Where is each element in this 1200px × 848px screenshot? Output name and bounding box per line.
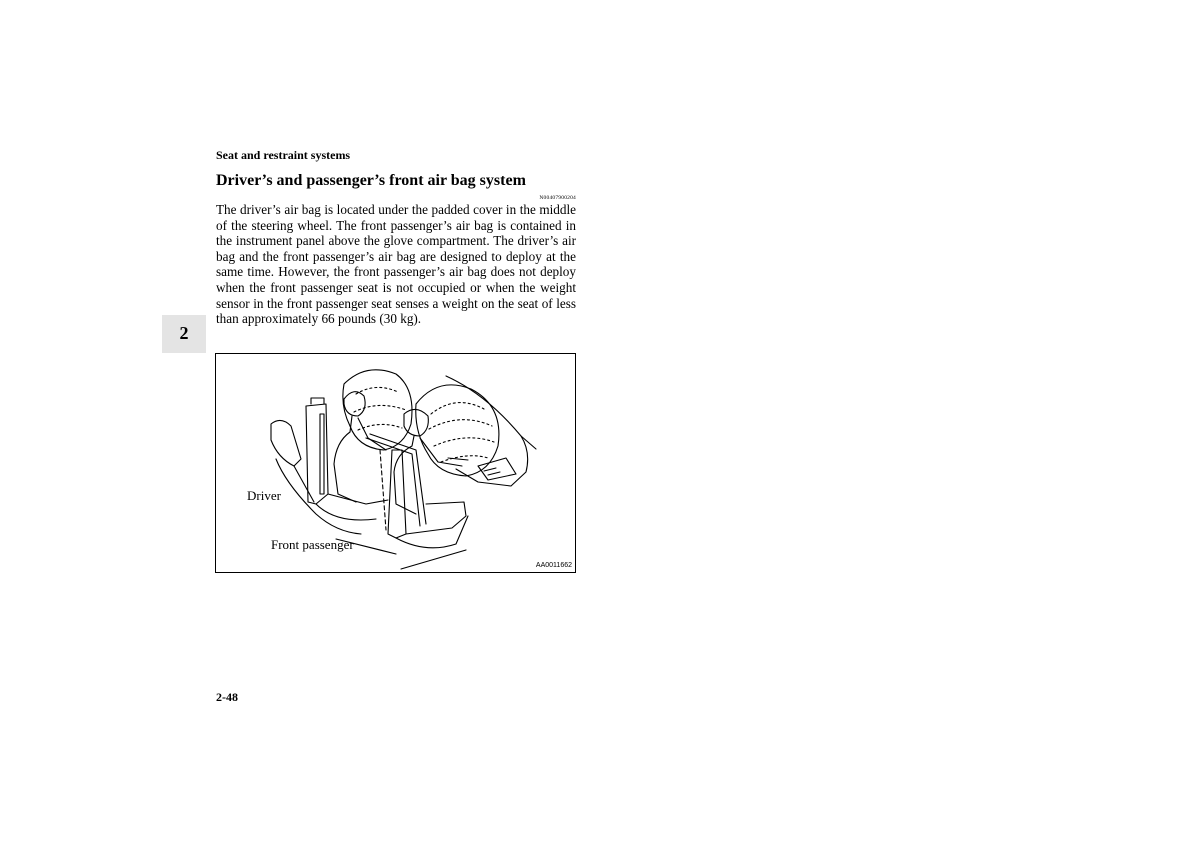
label-front-passenger: Front passenger bbox=[271, 537, 354, 552]
page-heading: Driver’s and passenger’s front air bag system bbox=[216, 172, 526, 189]
reference-code: N00407900204 bbox=[539, 195, 576, 201]
label-driver: Driver bbox=[247, 488, 281, 503]
figure-id: AA0011662 bbox=[535, 562, 572, 569]
page-number: 2-48 bbox=[216, 690, 238, 704]
airbag-drawing bbox=[216, 354, 575, 572]
chapter-tab bbox=[162, 315, 206, 353]
airbag-illustration bbox=[215, 353, 576, 573]
chapter-number: 2 bbox=[179, 323, 189, 343]
section-header: Seat and restraint systems bbox=[216, 148, 351, 162]
body-paragraph: The driver’s air bag is located under the padded cover in the middle of the steering wheel. The front passenger’s air bag is contained in the instrument panel above the glove compartment. The driver’s air bag and the front passenger’s air bag are designed to deploy at the same time. However, the front passenger’s air bag does not deploy when the front passenger seat is not occupied or when the weight sensor in the front passenger seat senses a weight on the seat of less than approximately 66 pounds (30 kg). bbox=[216, 202, 576, 327]
